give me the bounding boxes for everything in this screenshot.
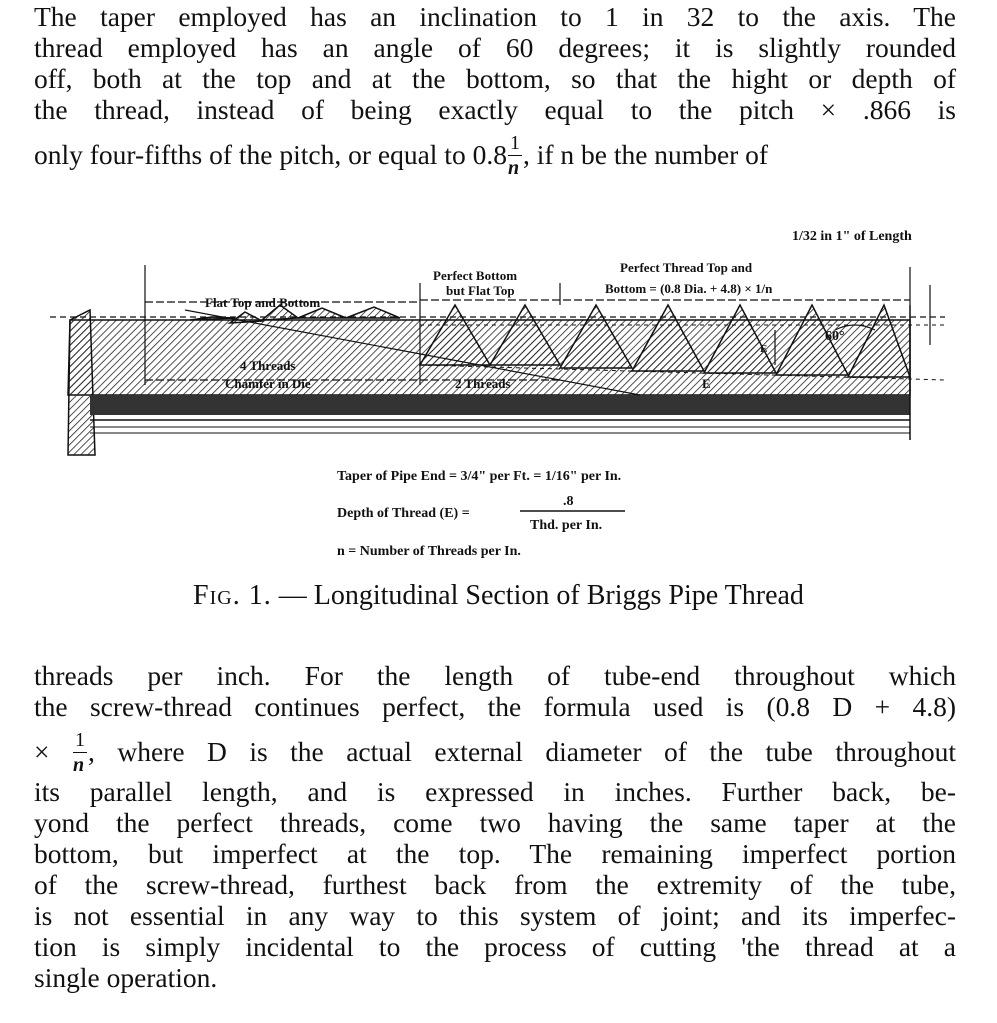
para2-line-10: single operation. [34,962,218,993]
para2-line-6: bottom, but imperfect at the top. The remaining imperfect portion [34,838,956,869]
fraction-denominator: n [507,157,520,180]
fraction-1-over-n [508,133,522,178]
label-perfect-thread-2: Bottom = (0.8 Dia. + 4.8) × 1/n [605,281,773,296]
para2-line-3-post: , where D is the actual external diameter of the tube throughout [88,736,957,767]
label-threads-chamfer-1: 4 Threads [240,358,296,373]
label-perfect-thread-1: Perfect Thread Top and [620,260,753,275]
fraction-1-over-n-2 [73,730,87,775]
para2-line-3 [34,727,956,777]
fraction-denominator-2: n [73,754,85,777]
para2-line-7: of the screw-thread, furthest back from the extremity of the tube, [34,869,956,900]
para2-line-1: threads per inch. For the length of tube-end throughout which [34,660,956,691]
paragraph-1 [34,2,956,180]
para2-line-5: yond the perfect threads, come two having the same taper at the [34,807,956,838]
para2-line-2: the screw-thread continues perfect, the formula used is (0.8 D + 4.8) [34,691,956,722]
label-e-small: E [760,343,768,355]
label-flat-top: Flat Top and Bottom [205,295,321,310]
label-perfect-bottom-2: but Flat Top [446,283,515,298]
briggs-thread-figure [40,205,960,565]
para1-line-2: thread employed has an angle of 60 degrees; it is slightly rounded [34,32,956,63]
paragraph-2 [34,661,956,994]
caption-prefix: Fig. 1. [193,580,272,611]
label-two-threads: 2 Threads [455,376,511,391]
para1-line-4: the thread, instead of being exactly equal to the pitch × .866 is [34,94,956,125]
para2-line-4: its parallel length, and is expressed in inches. Further back, be- [34,776,956,807]
label-threads-chamfer-2: Chamfer in Die [225,376,311,391]
caption-text: — Longitudinal Section of Briggs Pipe Thread [271,580,804,611]
label-taper-ratio: 1/32 in 1" of Length [792,229,912,244]
para1-line-3: off, both at the top and at the bottom, so that the hight or depth of [34,63,956,94]
para2-line-3-pre: × [34,736,50,767]
para1-line-5-post: , if n be the number of [522,139,769,170]
para1-line-5-pre: only four-fifths of the pitch, or equal to 0.8 [34,139,507,170]
label-depth-pre: Depth of Thread (E) = [337,506,470,521]
fraction-numerator: 1 [509,132,520,155]
label-n-note: n = Number of Threads per In. [337,544,521,559]
para1-line-5 [34,130,956,180]
para1-line-1: The taper employed has an inclination to 1 in 32 to the axis. The [34,1,956,32]
para2-line-8: is not essential in any way to this system of joint; and its imperfec- [34,900,956,931]
label-depth-den: Thd. per In. [530,518,603,533]
para2-line-9: tion is simply incidental to the process of cutting 'the thread at a [34,931,956,962]
figure-caption [0,578,997,614]
label-perfect-bottom-1: Perfect Bottom [433,268,518,283]
label-angle: 60° [825,329,845,344]
label-taper-note: Taper of Pipe End = 3/4" per Ft. = 1/16" per In. [337,469,622,484]
label-e: E [702,376,711,391]
fraction-numerator-2: 1 [75,729,85,752]
label-depth-num: .8 [563,494,574,509]
pipe-bore-band [90,395,910,415]
